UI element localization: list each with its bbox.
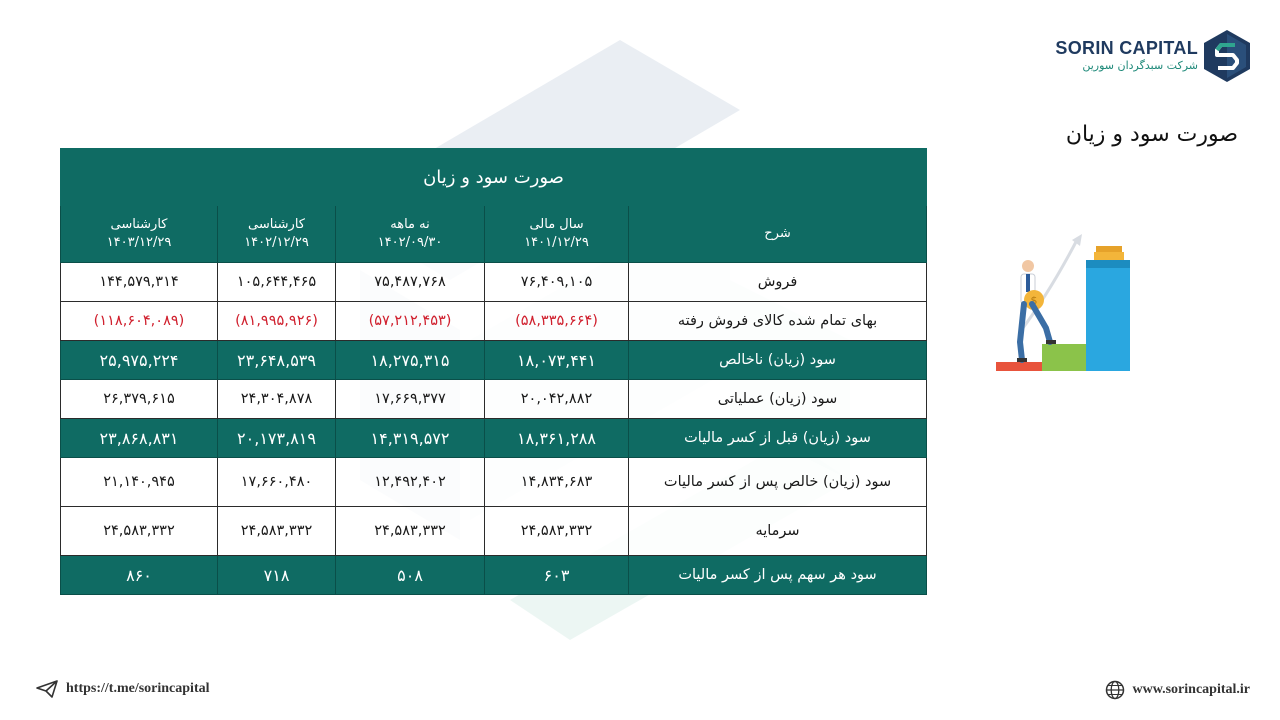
table-cell: ۲۳,۶۴۸,۵۳۹ bbox=[218, 341, 336, 380]
table-cell: ۱۰۵,۶۴۴,۴۶۵ bbox=[218, 263, 336, 302]
table-cell: ۲۴,۳۰۴,۸۷۸ bbox=[218, 380, 336, 419]
table-row bbox=[61, 263, 927, 302]
table-cell: ۲۵,۹۷۵,۲۲۴ bbox=[61, 341, 218, 380]
table-cell: (۵۷,۲۱۲,۴۵۳) bbox=[336, 302, 485, 341]
row-label: فروش bbox=[629, 263, 927, 302]
website-link[interactable] bbox=[1105, 680, 1250, 700]
table-cell: ۷۵,۴۸۷,۷۶۸ bbox=[336, 263, 485, 302]
table-row bbox=[61, 458, 927, 507]
row-label: سود (زیان) قبل از کسر مالیات bbox=[629, 419, 927, 458]
column-header: شرح bbox=[629, 206, 927, 263]
table-cell: ۲۴,۵۸۳,۳۳۲ bbox=[336, 507, 485, 556]
table-row bbox=[61, 419, 927, 458]
row-label: سود (زیان) عملیاتی bbox=[629, 380, 927, 419]
table-cell: ۲۴,۵۸۳,۳۳۲ bbox=[61, 507, 218, 556]
table-header-row bbox=[61, 206, 927, 263]
brand-subtitle: شرکت سبدگردان سورین bbox=[1082, 59, 1198, 72]
row-label: سود (زیان) خالص پس از کسر مالیات bbox=[629, 458, 927, 507]
table-cell: ۲۰,۱۷۳,۸۱۹ bbox=[218, 419, 336, 458]
table-cell: ۱۴۴,۵۷۹,۳۱۴ bbox=[61, 263, 218, 302]
column-header: کارشناسی ۱۴۰۲/۱۲/۲۹ bbox=[218, 206, 336, 263]
table-cell: ۱۸,۰۷۳,۴۴۱ bbox=[485, 341, 629, 380]
brand-logo bbox=[1055, 30, 1250, 82]
row-label: سود هر سهم پس از کسر مالیات bbox=[629, 556, 927, 595]
table-row bbox=[61, 341, 927, 380]
table-cell: ۱۴,۳۱۹,۵۷۲ bbox=[336, 419, 485, 458]
table-cell: ۲۱,۱۴۰,۹۴۵ bbox=[61, 458, 218, 507]
table-cell: ۱۴,۸۳۴,۶۸۳ bbox=[485, 458, 629, 507]
paper-plane-icon bbox=[36, 680, 58, 698]
row-label: سود (زیان) ناخالص bbox=[629, 341, 927, 380]
brand-name: SORIN CAPITAL bbox=[1055, 38, 1198, 58]
telegram-link[interactable] bbox=[36, 680, 210, 698]
column-header: سال مالی ۱۴۰۱/۱۲/۲۹ bbox=[485, 206, 629, 263]
globe-icon bbox=[1105, 680, 1125, 700]
website-url[interactable]: www.sorincapital.ir bbox=[1132, 682, 1250, 697]
growth-illustration bbox=[990, 232, 1140, 377]
table-cell: ۲۰,۰۴۲,۸۸۲ bbox=[485, 380, 629, 419]
table-cell: (۵۸,۳۳۵,۶۶۴) bbox=[485, 302, 629, 341]
table-cell: (۸۱,۹۹۵,۹۲۶) bbox=[218, 302, 336, 341]
table-cell: ۸۶۰ bbox=[61, 556, 218, 595]
column-header: کارشناسی ۱۴۰۳/۱۲/۲۹ bbox=[61, 206, 218, 263]
row-label: بهای تمام شده کالای فروش رفته bbox=[629, 302, 927, 341]
column-header: نه ماهه ۱۴۰۲/۰۹/۳۰ bbox=[336, 206, 485, 263]
table-cell: ۲۳,۸۶۸,۸۳۱ bbox=[61, 419, 218, 458]
table-row bbox=[61, 380, 927, 419]
table-cell: ۷۱۸ bbox=[218, 556, 336, 595]
sorin-s-logo-icon bbox=[1204, 30, 1250, 82]
table-cell: ۶۰۳ bbox=[485, 556, 629, 595]
table-cell: ۲۶,۳۷۹,۶۱۵ bbox=[61, 380, 218, 419]
table-cell: ۵۰۸ bbox=[336, 556, 485, 595]
row-label: سرمایه bbox=[629, 507, 927, 556]
table-cell: ۱۷,۶۶۰,۴۸۰ bbox=[218, 458, 336, 507]
table-title: صورت سود و زیان bbox=[61, 149, 927, 206]
page-title: صورت سود و زیان bbox=[1065, 122, 1238, 147]
income-statement-table bbox=[60, 148, 926, 595]
table-cell: ۲۴,۵۸۳,۳۳۲ bbox=[485, 507, 629, 556]
table-row bbox=[61, 507, 927, 556]
table-cell: ۱۷,۶۶۹,۳۷۷ bbox=[336, 380, 485, 419]
table-cell: ۱۸,۲۷۵,۳۱۵ bbox=[336, 341, 485, 380]
table-cell: ۷۶,۴۰۹,۱۰۵ bbox=[485, 263, 629, 302]
telegram-url[interactable]: https://t.me/sorincapital bbox=[66, 681, 210, 696]
svg-text:$: $ bbox=[1030, 294, 1038, 307]
table-row bbox=[61, 556, 927, 595]
table-cell: ۱۲,۴۹۲,۴۰۲ bbox=[336, 458, 485, 507]
table-cell: ۱۸,۳۶۱,۲۸۸ bbox=[485, 419, 629, 458]
table-cell: ۲۴,۵۸۳,۳۳۲ bbox=[218, 507, 336, 556]
table-row bbox=[61, 302, 927, 341]
table-cell: (۱۱۸,۶۰۴,۰۸۹) bbox=[61, 302, 218, 341]
